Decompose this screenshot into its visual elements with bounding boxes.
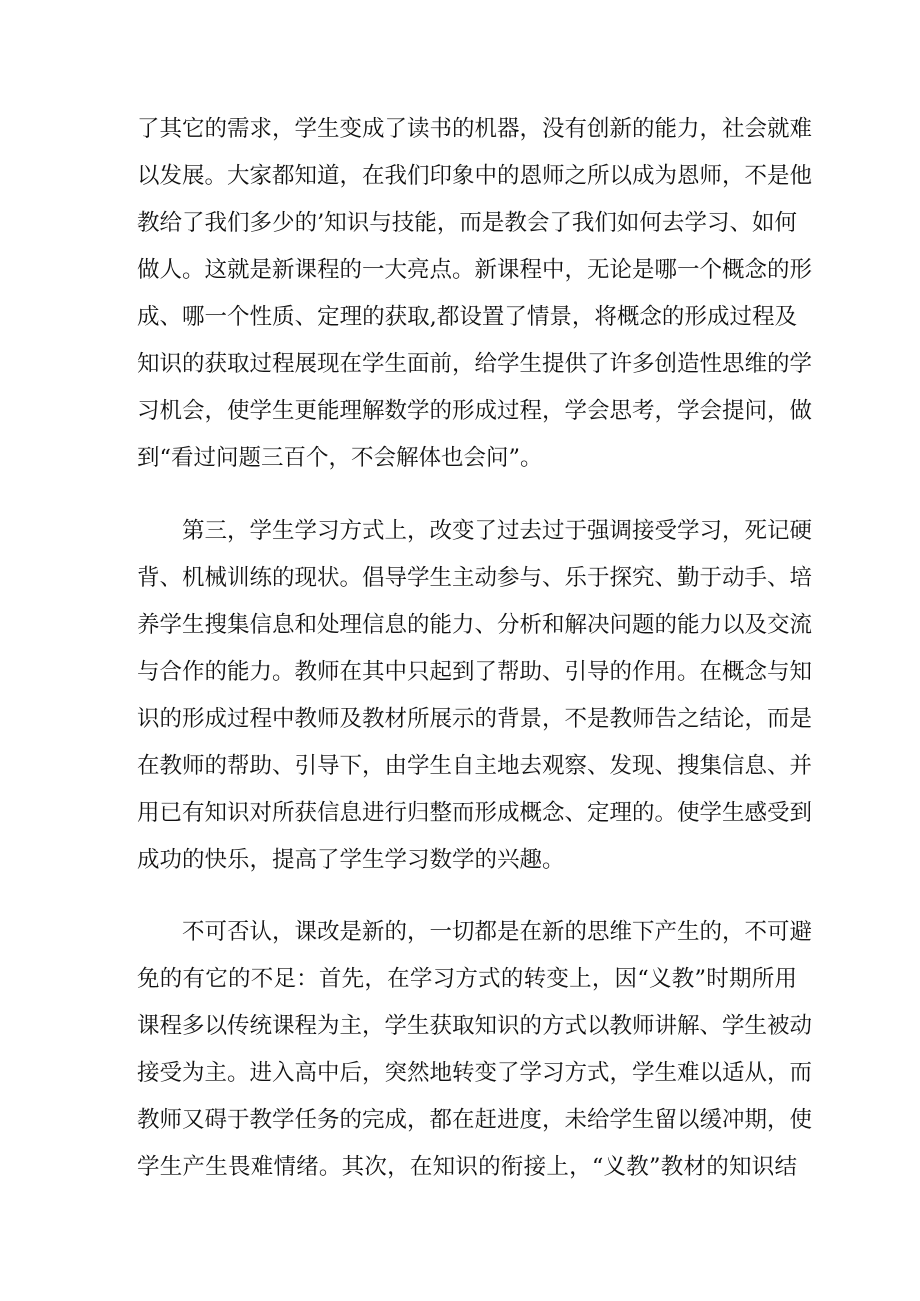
paragraph-1 (137, 106, 813, 482)
text-line: 识的形成过程中教师及教材所展示的背景，不是教师告之结论，而是 (137, 706, 813, 732)
text-line: 第三，学生学习方式上，改变了过去过于强调接受学习，死记硬 (182, 518, 813, 544)
text-line: 到“看过问题三百个，不会解体也会问”。 (137, 445, 543, 471)
text-line: 了其它的需求，学生变成了读书的机器，没有创新的能力，社会就难 (137, 116, 813, 142)
text-line: 课程多以传统课程为主，学生获取知识的方式以教师讲解、学生被动 (137, 1013, 813, 1039)
text-line: 养学生搜集信息和处理信息的能力、分析和解决问题的能力以及交流 (137, 612, 813, 638)
paragraph-2 (137, 508, 813, 884)
text-line: 背、机械训练的现状。倡导学生主动参与、乐于探究、勤于动手、培 (137, 565, 813, 591)
text-line: 做人。这就是新课程的一大亮点。新课程中，无论是哪一个概念的形 (137, 257, 813, 283)
text-line: 知识的获取过程展现在学生面前，给学生提供了许多创造性思维的学 (137, 351, 813, 377)
text-line: 学生产生畏难情绪。其次，在知识的衔接上，“义教”教材的知识结 (137, 1154, 797, 1180)
text-line: 教师又碍于教学任务的完成，都在赶进度，未给学生留以缓冲期，使 (137, 1107, 813, 1133)
text-line: 与合作的能力。教师在其中只起到了帮助、引导的作用。在概念与知 (137, 659, 813, 685)
text-line: 教给了我们多少的’知识与技能，而是教会了我们如何去学习、如何 (137, 210, 797, 236)
text-line: 接受为主。进入高中后，突然地转变了学习方式，学生难以适从，而 (137, 1060, 813, 1086)
paragraph-3 (137, 909, 813, 1191)
text-line: 免的有它的不足：首先，在学习方式的转变上，因“义教”时期所用 (137, 966, 797, 992)
text-line: 习机会，使学生更能理解数学的形成过程，学会思考，学会提问，做 (137, 398, 813, 424)
text-line: 在教师的帮助、引导下，由学生自主地去观察、发现、搜集信息、并 (137, 753, 813, 779)
text-line: 用已有知识对所获信息进行归整而形成概念、定理的。使学生感受到 (137, 800, 813, 826)
text-line: 以发展。大家都知道，在我们印象中的恩师之所以成为恩师，不是他 (137, 163, 813, 189)
text-line: 成功的快乐，提高了学生学习数学的兴趣。 (137, 847, 565, 873)
text-line: 不可否认，课改是新的，一切都是在新的思维下产生的，不可避 (182, 919, 813, 945)
text-line: 成、哪一个性质、定理的获取,都设置了情景，将概念的形成过程及 (137, 304, 797, 330)
